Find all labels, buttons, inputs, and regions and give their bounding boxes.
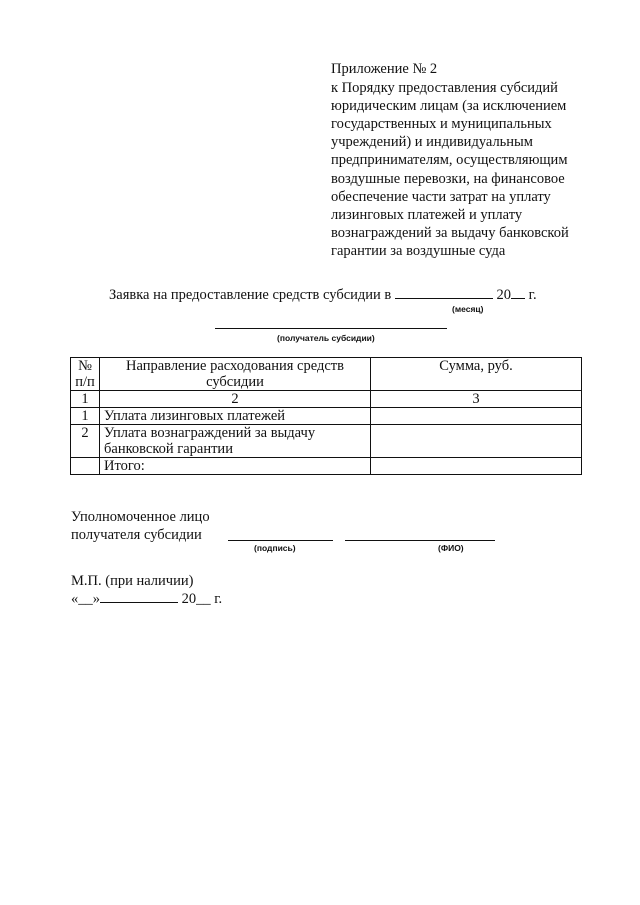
year-prefix: 20 [496, 287, 512, 303]
table-row [71, 425, 582, 458]
month-caption: (месяц) [452, 304, 484, 314]
request-line [109, 286, 537, 304]
signature-blank [228, 540, 333, 541]
header-amount: Сумма, руб. [371, 358, 582, 391]
date-year: 20__ г. [181, 591, 223, 607]
table-total-row [71, 458, 582, 475]
appendix-line: лизинговых платежей и уплату [331, 206, 523, 223]
table-numbering-row [71, 391, 582, 408]
year-blank [511, 286, 525, 299]
appendix-line: предпринимателям, осуществляющим [331, 152, 568, 169]
full-name-caption: (ФИО) [438, 543, 464, 553]
total-number-cell [71, 458, 100, 475]
total-amount [371, 458, 582, 475]
appendix-line: воздушные перевозки, на финансовое [331, 170, 565, 187]
row-amount [371, 425, 582, 458]
subsidy-table [70, 357, 582, 475]
appendix-line: государственных и муниципальных [331, 116, 552, 133]
appendix-line: учреждений) и индивидуальным [331, 134, 533, 151]
appendix-line: юридическим лицам (за исключением [331, 98, 567, 115]
appendix-line: гарантии за воздушные суда [331, 242, 506, 259]
appendix-line: обеспечение части затрат на уплату [331, 188, 551, 205]
header-direction: Направление расходования средств субсидии [100, 358, 371, 391]
appendix-line: к Порядку предоставления субсидий [331, 80, 558, 97]
recipient-caption: (получатель субсидии) [277, 333, 375, 343]
month-blank [395, 286, 493, 299]
signer-line: получателя субсидии [71, 527, 202, 543]
appendix-header [331, 60, 631, 260]
date-day: «__» [71, 591, 100, 607]
header-number: № п/п [71, 358, 100, 391]
recipient-blank [215, 328, 447, 329]
stamp-label: М.П. (при наличии) [71, 573, 194, 589]
table-header-row [71, 358, 582, 391]
total-label: Итого: [100, 458, 371, 475]
table-row [71, 408, 582, 425]
signature-caption: (подпись) [254, 543, 296, 553]
numbering-cell: 3 [371, 391, 582, 408]
request-text: Заявка на предоставление средств субсидии в [109, 287, 392, 303]
date-line [71, 590, 222, 608]
year-suffix: г. [528, 287, 537, 303]
row-direction: Уплата вознаграждений за выдачу банковской гарантии [100, 425, 371, 458]
appendix-title: Приложение № 2 [331, 61, 438, 77]
numbering-cell: 1 [71, 391, 100, 408]
signer-line: Уполномоченное лицо [71, 509, 210, 525]
date-month-blank [100, 590, 178, 603]
row-number: 1 [71, 408, 100, 425]
authorized-person [71, 508, 210, 544]
row-direction: Уплата лизинговых платежей [100, 408, 371, 425]
full-name-blank [345, 540, 495, 541]
row-number: 2 [71, 425, 100, 458]
row-amount [371, 408, 582, 425]
appendix-line: вознаграждений за выдачу банковской [331, 224, 569, 241]
numbering-cell: 2 [100, 391, 371, 408]
